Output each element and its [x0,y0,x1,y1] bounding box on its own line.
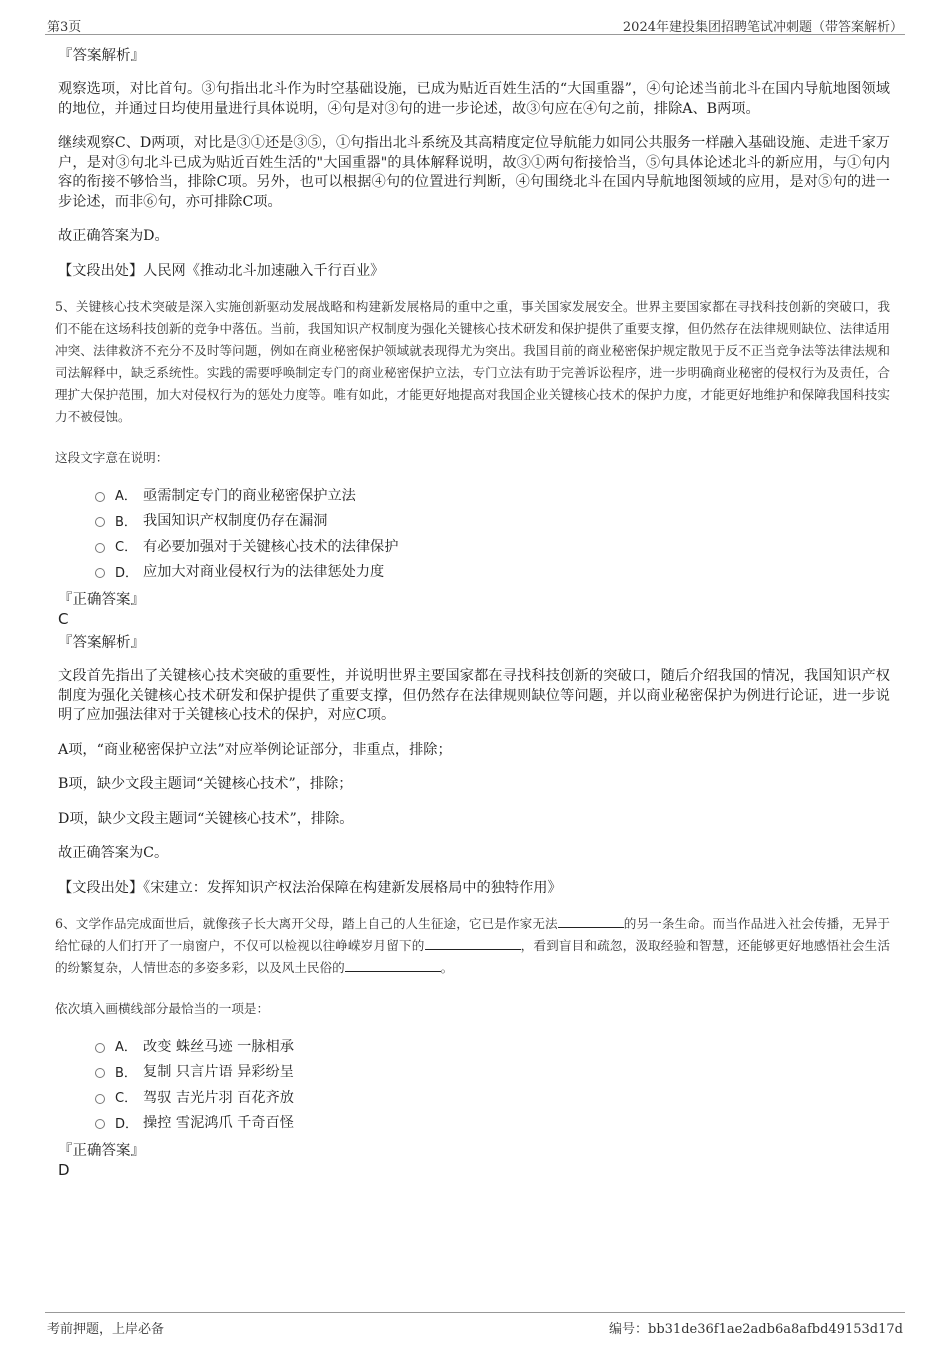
radio-icon[interactable] [95,568,105,578]
radio-icon[interactable] [95,1068,105,1078]
option-text: 改变 蛛丝马迹 一脉相承 [143,1038,294,1055]
analysis-paragraph: 文段首先指出了关键核心技术突破的重要性，并说明世界主要国家都在寻找科技创新的突破口，随后介绍我国的情况，我国知识产权制度为强化关键核心技术研发和保护提供了重要支撑，但仍然存在法律规则缺位等问题，并以商业秘密保护为例进行论证，进一步说明了应加强法律对于关键核心技术的保护，对应C项。 [58,668,890,723]
option-text: 驾驭 吉光片羽 百花齐放 [143,1089,294,1106]
analysis-paragraph: 观察选项，对比首句。③句指出北斗作为时空基础设施，已成为贴近百姓生活的“大国重器”，④句论述当前北斗在国内导航地图领域的地位，并通过日均使用量进行具体说明，④句是对③句的进一步论述，故③句应在④句之前，排除A、B两项。 [58,81,890,117]
correct-answer: D [58,1161,70,1179]
analysis-paragraph: A项，“商业秘密保护立法”对应举例论证部分，非重点，排除； [58,741,452,758]
correct-answer: C [58,610,69,628]
option-text: 有必要加强对于关键核心技术的法律保护 [143,538,399,555]
page-number: 第3页 [47,20,82,35]
option-letter: A． [115,1040,137,1056]
option-letter: C． [115,1091,138,1107]
analysis-paragraph: D项，缺少文段主题词“关键核心技术”，排除。 [58,810,354,827]
question-6-part: 的另一条生命。而当作品进入社会传播，无异于给忙碌的人们打开了一扇窗户，不仅可以检视以往峥嵘岁月留下的 [55,916,891,953]
analysis-paragraph: 继续观察C、D两项，对比是③①还是③⑤，①句指出北斗系统及其高精度定位导航能力如同公共服务一样融入基础设施、走进千家万户，是对③句北斗已成为贴近百姓生活的"大国重器"的具体解释说明，故③①两句衔接恰当，⑤句具体论述北斗的新应用，与①句内容的衔接不够恰当，排除C项。另外，也可以根据④句的位置进行判断，④句围绕北斗在国内导航地图领域的应用，是对⑤句的进一步论述，而非⑥句，亦可排除C项。 [58,135,890,210]
conclusion-paragraph: 故正确答案为D。 [58,228,169,244]
question-6-text [55,913,890,979]
question-6-part: ，看到盲目和疏忽，汲取经验和智慧，还能够更好地感悟社会生活的纷繁复杂，人情世态的多姿多彩，以及风土民俗的 [55,938,890,975]
fill-blank [425,936,521,950]
footer-slogan: 考前押题，上岸必备 [47,1322,165,1337]
option-letter: B． [115,514,137,530]
analysis-paragraph: B项，缺少文段主题词“关键核心技术”，排除； [58,776,353,792]
option-letter: D． [115,565,139,581]
question-6-options [95,1033,890,1135]
option-text: 亟需制定专门的商业秘密保护立法 [143,487,356,504]
document-id: 编号：bb31de36f1ae2adb6a8afbd49153d17d [609,1322,903,1337]
page-content [55,46,891,1184]
conclusion-paragraph: 故正确答案为C。 [58,845,169,861]
option-text: 我国知识产权制度仍存在漏洞 [143,513,328,530]
option-text: 复制 只言片语 异彩纷呈 [143,1064,294,1081]
option-letter: B． [115,1065,137,1081]
radio-icon[interactable] [95,1119,105,1129]
radio-icon[interactable] [95,543,105,553]
radio-icon[interactable] [95,1043,105,1053]
option-letter: A． [115,489,137,505]
option-a[interactable] [95,482,890,508]
question-6-prompt: 依次填入画横线部分最恰当的一项是： [55,1001,270,1016]
page-footer [45,1312,905,1339]
correct-answer-label: 『正确答案』 [58,1143,145,1159]
option-a[interactable] [95,1033,890,1059]
option-letter: C． [115,540,138,556]
option-c[interactable] [95,533,890,559]
option-text: 操控 雪泥鸿爪 千奇百怪 [143,1115,294,1132]
analysis-label: 『答案解析』 [58,635,145,651]
question-6-part: 。 [440,960,454,975]
radio-icon[interactable] [95,517,105,527]
source-citation: 【文段出处】《宋建立：发挥知识产权法治保障在构建新发展格局中的独特作用》 [58,879,562,896]
analysis-label: 『答案解析』 [58,48,145,64]
document-title: 2024年建投集团招聘笔试冲刺题（带答案解析） [622,20,903,35]
correct-answer-label: 『正确答案』 [58,592,145,608]
option-d[interactable] [95,559,890,585]
source-citation: 【文段出处】人民网《推动北斗加速融入千行百业》 [58,262,385,279]
fill-blank [345,958,441,972]
option-c[interactable] [95,1084,890,1110]
radio-icon[interactable] [95,1094,105,1104]
fill-blank [558,914,624,928]
option-b[interactable] [95,1059,890,1085]
question-6-part: 6、文学作品完成面世后，就像孩子长大离开父母，踏上自己的人生征途，它已是作家无法 [55,916,558,931]
option-letter: D． [115,1116,139,1132]
option-d[interactable] [95,1110,890,1136]
question-5-options [95,482,890,584]
radio-icon[interactable] [95,492,105,502]
page-header [45,14,905,35]
question-5-text: 5、关键核心技术突破是深入实施创新驱动发展战略和构建新发展格局的重中之重，事关国家发展安全。世界主要国家都在寻找科技创新的突破口，我们不能在这场科技创新的竞争中落伍。当前，我国知识产权制度为强化关键核心技术研发和保护提供了重要支撑，但仍然存在法律规则缺位、法律适用冲突、法律救济不充分不及时等问题，例如在商业秘密保护领域就表现得尤为突出。我国目前的商业秘密保护规定散见于反不正当竞争法等法律法规和司法解释中，缺乏系统性。实践的需要呼唤制定专门的商业秘密保护立法，专门立法有助于完善诉讼程序，进一步明确商业秘密的侵权行为及责任，合理扩大保护范围，加大对侵权行为的惩处力度等。唯有如此，才能更好地提高对我国企业关键核心技术的保护力度，才能更好地维护和保障我国科技实力不被侵蚀。 [55,299,890,424]
option-b[interactable] [95,508,890,534]
option-text: 应加大对商业侵权行为的法律惩处力度 [143,564,385,581]
question-5-prompt: 这段文字意在说明： [55,450,169,465]
